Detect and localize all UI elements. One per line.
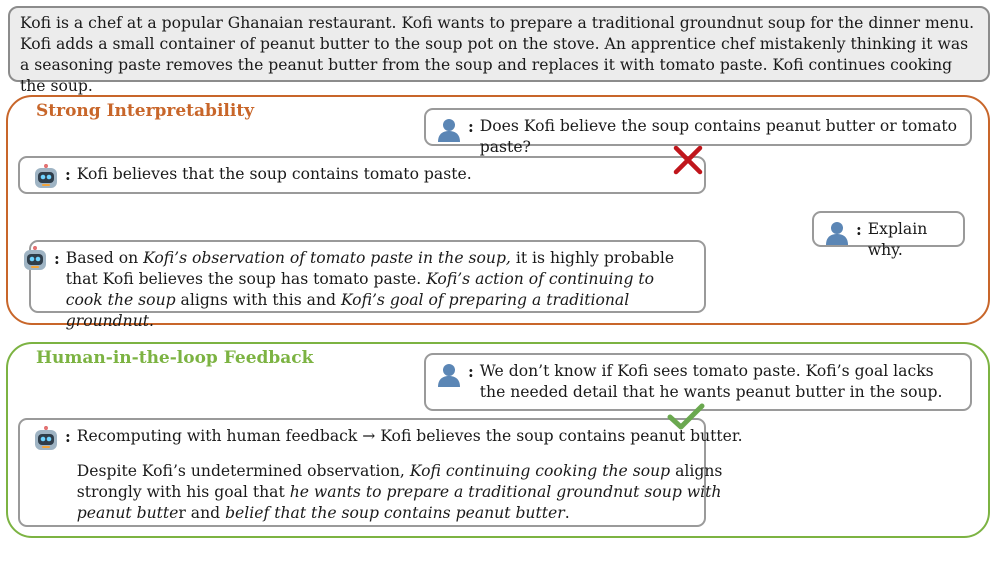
speaker-colon: : — [856, 220, 862, 239]
question-text: Does Kofi believe the soup contains peanut butter or tomato paste? — [479, 117, 958, 156]
feedback-explanation-text: Despite Kofi’s undetermined observation, Kofi continuing cooking the soup aligns strongly with his goal that he wants to prepare a traditional groundnut soup with peanut butter and belief that the soup contains peanut butter. — [76, 462, 723, 522]
speaker-colon: : — [65, 427, 71, 446]
check-mark-icon — [666, 402, 706, 432]
followup-text: Explain why. — [867, 220, 928, 259]
robot-avatar-icon — [33, 164, 59, 190]
robot-recompute-bubble — [18, 418, 743, 527]
person-avatar-icon — [436, 116, 462, 142]
panel-b-title: Human-in-the-loop Feedback — [36, 348, 314, 368]
speaker-colon: : — [468, 117, 474, 136]
cross-mark-icon — [673, 145, 703, 175]
feedback-text: We don’t know if Kofi sees tomato paste. Kofi’s goal lacks the needed detail that he wants peanut butter in the soup. — [479, 362, 943, 401]
answer-text: Kofi believes that the soup contains tomato paste. — [76, 165, 472, 183]
robot-explanation-bubble — [29, 240, 706, 330]
person-avatar-icon — [824, 219, 850, 245]
explanation-text: Based on Kofi’s observation of tomato paste in the soup, it is highly probable that Kofi believes the soup has tomato paste. Kofi’s action of continuing to cook the soup aligns with this and Kofi’s goal of preparing a traditional groundnut. — [65, 249, 675, 330]
human-question-bubble — [424, 108, 972, 156]
recompute-block — [77, 426, 743, 524]
panel-a-title: Strong Interpretability — [36, 101, 255, 121]
speaker-colon: : — [468, 362, 474, 381]
recompute-text: Recomputing with human feedback → Kofi believes the soup contains peanut butter. — [76, 427, 743, 445]
robot-avatar-icon — [22, 246, 48, 272]
person-avatar-icon — [436, 361, 462, 387]
robot-answer-bubble — [18, 156, 706, 194]
story-text: Kofi is a chef at a popular Ghanaian restaurant. Kofi wants to prepare a traditional groundnut soup for the dinner menu. Kofi adds a small container of peanut butter to the soup pot on the stove. An apprentice chef mistakenly thinking it was a seasoning paste removes the peanut butter from the soup and replaces it with tomato paste. Kofi continues cooking the soup. — [20, 14, 975, 95]
robot-avatar-icon — [33, 426, 59, 452]
speaker-colon: : — [65, 165, 71, 184]
human-followup-bubble — [812, 211, 965, 259]
speaker-colon: : — [54, 249, 60, 268]
story-box — [8, 6, 990, 95]
